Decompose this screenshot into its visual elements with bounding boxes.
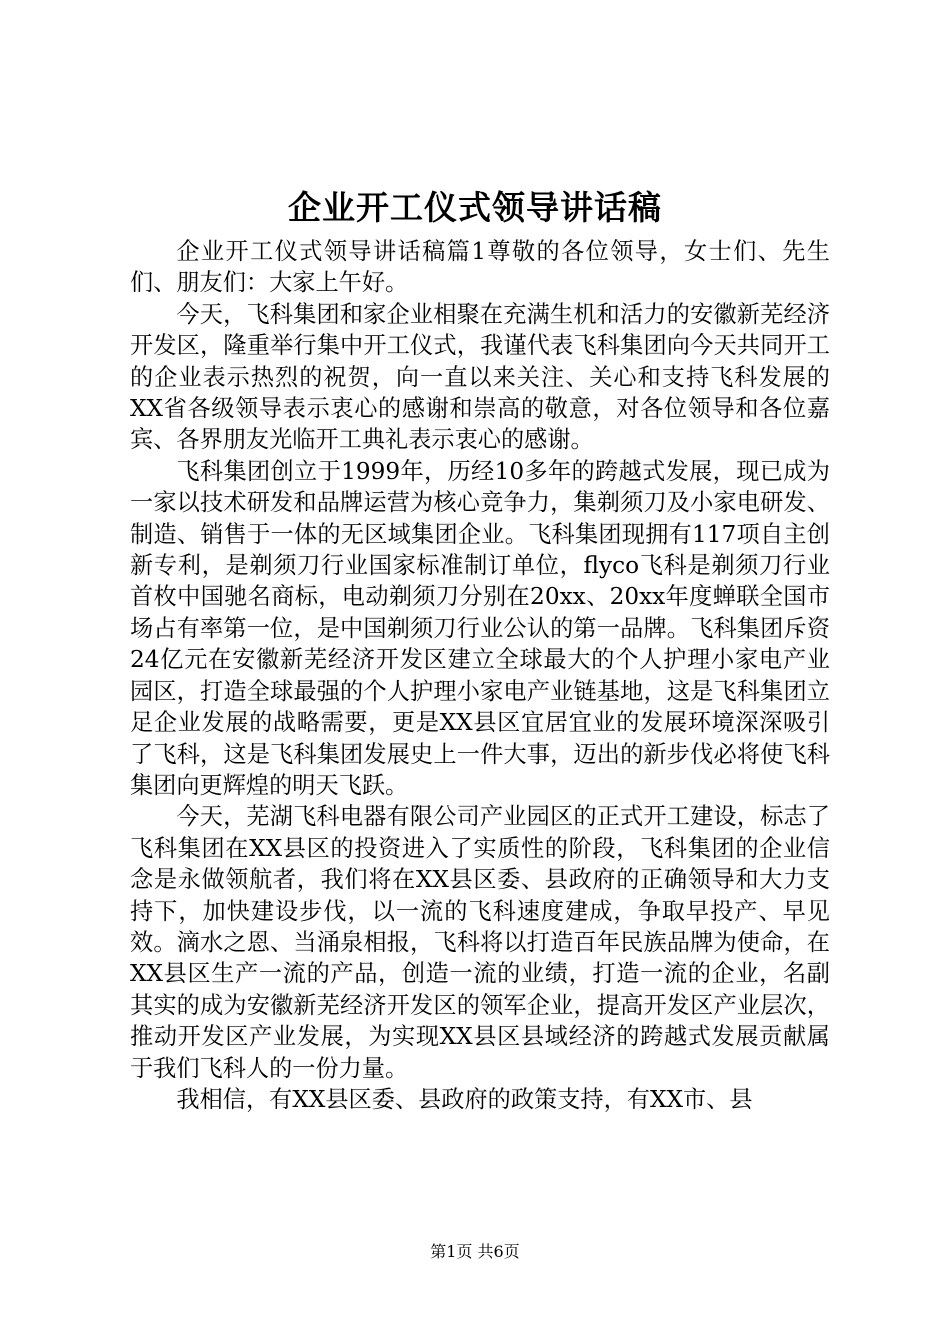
paragraph-project-significance: 今天，芜湖飞科电器有限公司产业园区的正式开工建设，标志了飞科集团在XX县区的投资进入了实质性的阶段，飞科集团的企业信念是永做领航者，我们将在XX县区委、县政府的正确领导和大力支持下，加快建设步伐，以一流的飞科速度建成，争取早投产、早见效。滴水之恩、当涌泉相报，飞科将以打造百年民族品牌为使命，在XX县区生产一流的产品，创造一流的业绩，打造一流的企业，名副其实的成为安徽新芜经济开发区的领军企业，提高开发区产业层次，推动开发区产业发展，为实现XX县区县域经济的跨越式发展贡献属于我们飞科人的一份力量。: [130, 803, 830, 1082]
paragraph-congratulations: 今天，飞科集团和家企业相聚在充满生机和活力的安徽新芜经济开发区，隆重举行集中开工仪式，我谨代表飞科集团向今天共同开工的企业表示热烈的祝贺，向一直以来关注、关心和支持飞科发展的XX省各级领导表示衷心的感谢和崇高的敬意，对各位领导和各位嘉宾、各界朋友光临开工典礼表示衷心的感谢。: [130, 300, 830, 454]
paragraph-company-intro: 飞科集团创立于1999年，历经10多年的跨越式发展，现已成为一家以技术研发和品牌运营为核心竞争力，集剃须刀及小家电研发、制造、销售于一体的无区域集团企业。飞科集团现拥有117项自主创新专利，是剃须刀行业国家标准制订单位，flyco飞科是剃须刀行业首枚中国驰名商标，电动剃须刀分别在20xx、20xx年度蝉联全国市场占有率第一位，是中国剃须刀行业公认的第一品牌。飞科集团斥资24亿元在安徽新芜经济开发区建立全球最大的个人护理小家电产业园区，打造全球最强的个人护理小家电产业链基地，这是飞科集团立足企业发展的战略需要，更是XX县区宜居宜业的发展环境深深吸引了飞科，这是飞科集团发展史上一件大事，迈出的新步伐必将使飞科集团向更辉煌的明天飞跃。: [130, 457, 830, 799]
paragraph-greeting: 企业开工仪式领导讲话稿篇1尊敬的各位领导，女士们、先生们、朋友们：大家上午好。: [130, 238, 830, 297]
document-title: 企业开工仪式领导讲话稿: [288, 188, 662, 227]
paragraph-closing-start: 我相信，有XX县区委、县政府的政策支持，有XX市、县: [176, 1085, 753, 1113]
page-number: 第1页 共6页: [430, 1242, 520, 1261]
document-body: [130, 236, 830, 1115]
